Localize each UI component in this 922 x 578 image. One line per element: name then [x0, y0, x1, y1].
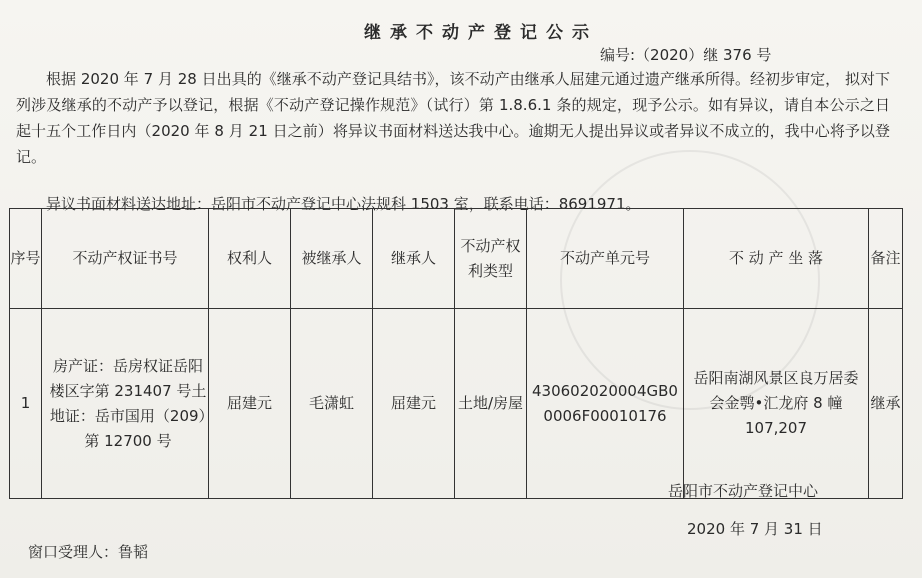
- header-holder: 权利人: [209, 209, 291, 309]
- document-number: 编号:（2020）继 376 号: [600, 46, 772, 64]
- header-heir: 继承人: [373, 209, 455, 309]
- cell-right-type: 土地/房屋: [455, 309, 527, 499]
- notice-title: 继承不动产登记公示: [364, 23, 598, 43]
- issuing-organization: 岳阳市不动产登记中心: [668, 482, 819, 500]
- cell-location: 岳阳南湖风景区良万居委会金鹗•汇龙府 8 幢 107,207: [684, 309, 869, 499]
- cell-unit-no: 430602020004GB00006F00010176: [527, 309, 684, 499]
- notice-body: 根据 2020 年 7 月 28 日出具的《继承不动产登记具结书》，该不动产由继承人屈建元通过遗产继承所得。经初步审定， 拟对下列涉及继承的不动产予以登记，根据《不动产登记操作规范》（试行）第 1.8.6.1 条的规定，现予公示。如有异议，请自本公示之日起十五个工作日内（2020 年 8 月 21 日之前）将异议书面材料送达我中心。逾期无人提出异议或者异议不成立的，我中心将予以登记。: [16, 70, 890, 166]
- objection-address: 异议书面材料送达地址：岳阳市不动产登记中心法规科 1503 室，联系电话：8691971。: [46, 195, 641, 213]
- header-location: 不 动 产 坐 落: [684, 209, 869, 309]
- window-clerk: 窗口受理人：鲁韬: [28, 543, 149, 561]
- header-decedent: 被继承人: [291, 209, 373, 309]
- header-seq: 序号: [10, 209, 42, 309]
- table-row: [10, 309, 903, 499]
- issue-date: 2020 年 7 月 31 日: [687, 520, 823, 538]
- table-header-row: [10, 209, 903, 309]
- cell-cert: 房产证：岳房权证岳阳楼区字第 231407 号土地证：岳市国用（209）第 12700 号: [42, 309, 209, 499]
- header-unit-no: 不动产单元号: [527, 209, 684, 309]
- property-table: [9, 208, 903, 499]
- cell-heir: 屈建元: [373, 309, 455, 499]
- cell-seq: 1: [10, 309, 42, 499]
- cell-holder: 屈建元: [209, 309, 291, 499]
- header-cert: 不动产权证书号: [42, 209, 209, 309]
- header-remark: 备注: [869, 209, 903, 309]
- cell-decedent: 毛潇虹: [291, 309, 373, 499]
- header-right-type: 不动产权利类型: [455, 209, 527, 309]
- cell-remark: 继承: [869, 309, 903, 499]
